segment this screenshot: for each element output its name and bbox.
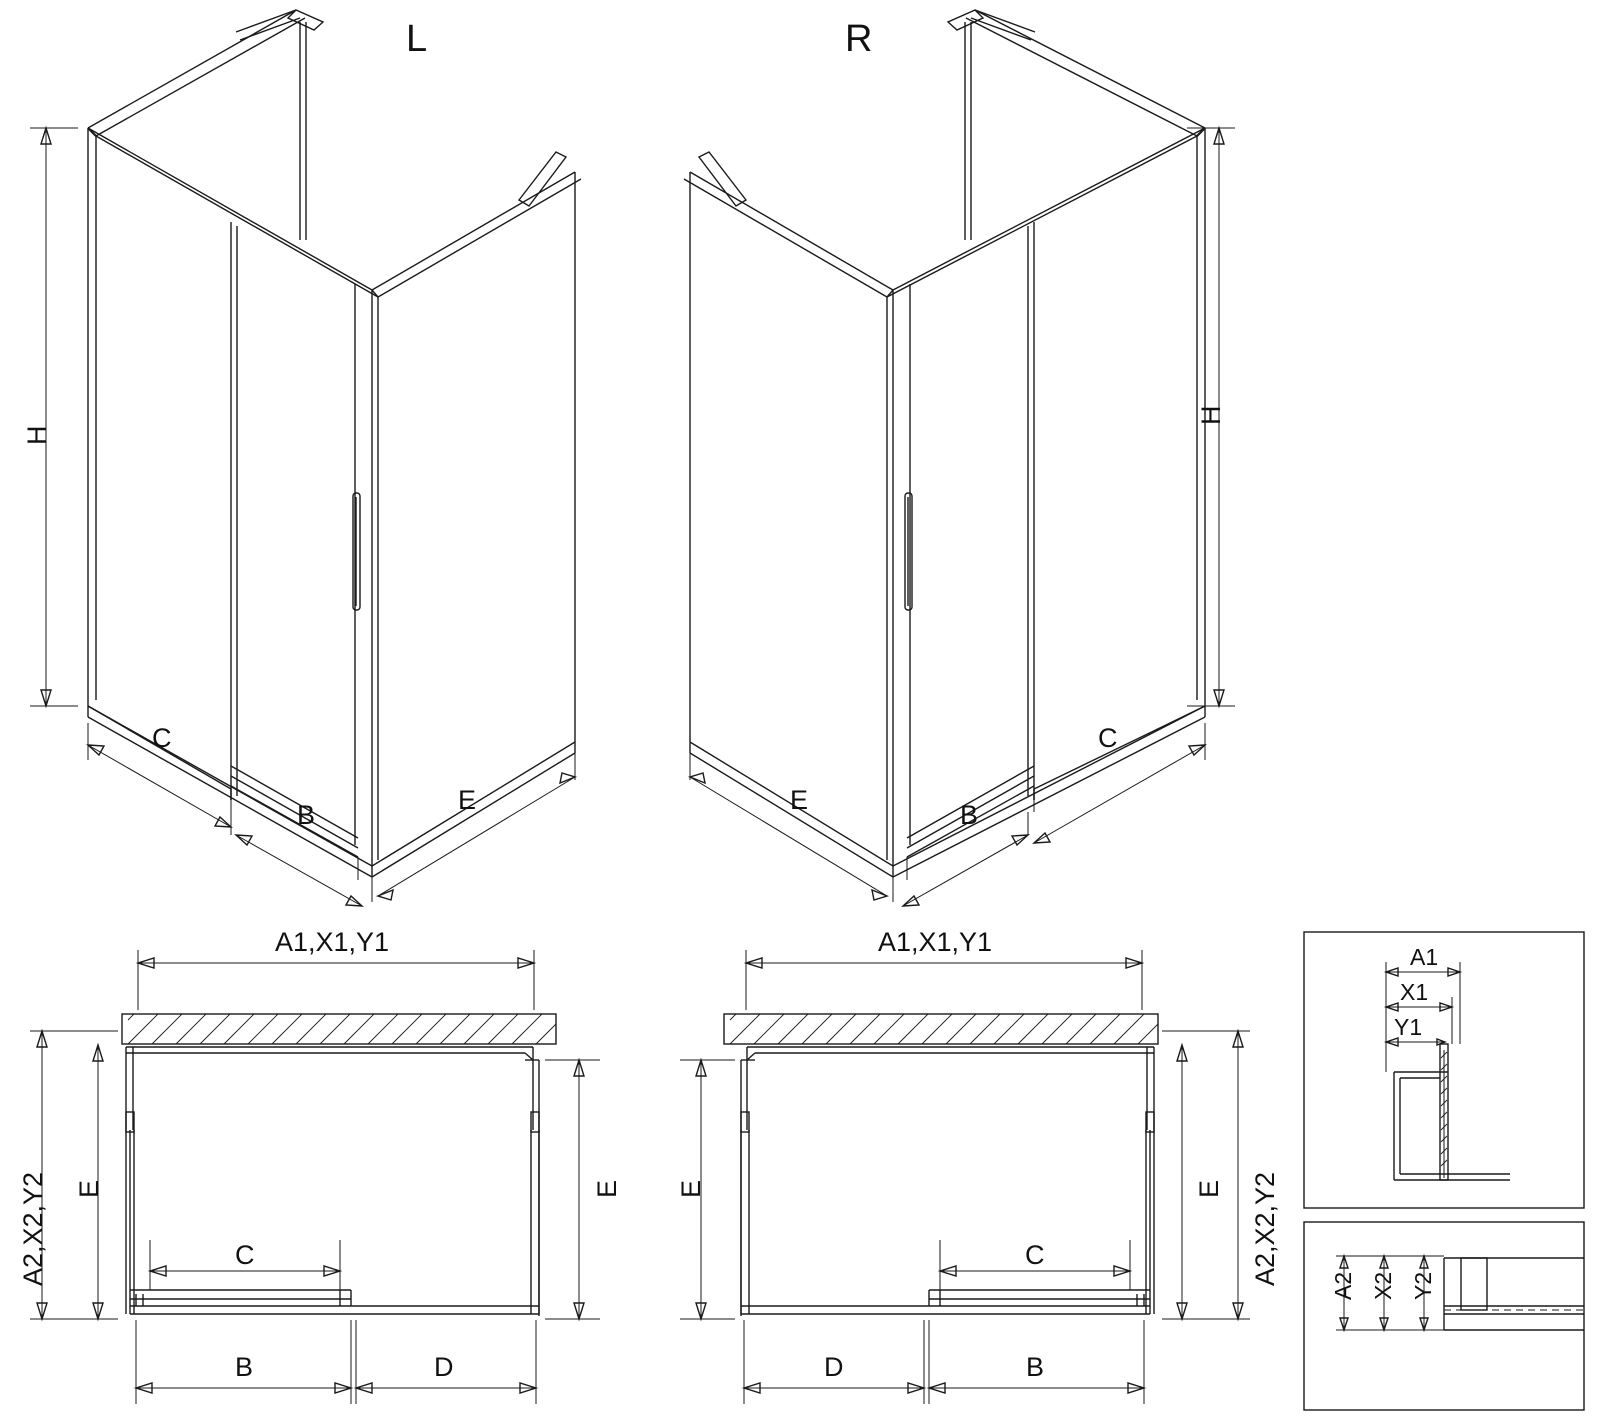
plan-right-e-left-label: E — [676, 1179, 706, 1198]
plan-right-side-dim-label: A2,X2,Y2 — [1250, 1171, 1280, 1286]
detail-y2-label: Y2 — [1410, 1271, 1436, 1300]
plan-right-view — [680, 950, 1250, 1404]
plan-right-e-inner-label: E — [1194, 1179, 1224, 1198]
plan-left-d-label: D — [434, 1352, 454, 1382]
iso-right-b-dim-label: B — [960, 800, 979, 830]
detail-y1-label: Y1 — [1394, 1014, 1423, 1040]
iso-right-variant-label: R — [845, 18, 873, 60]
detail-x1-label: X1 — [1400, 979, 1429, 1005]
plan-right-d-label: D — [824, 1352, 844, 1382]
plan-right-c-label: C — [1025, 1240, 1045, 1270]
plan-right-b-label: B — [1026, 1352, 1045, 1382]
plan-left-side-dim-label: A2,X2,Y2 — [18, 1171, 48, 1286]
plan-right-top-dim-label: A1,X1,Y1 — [878, 927, 993, 957]
iso-left-c-dim-label: C — [152, 723, 172, 753]
plan-left-c-label: C — [235, 1240, 255, 1270]
iso-left-variant-label: L — [406, 18, 428, 60]
iso-left-e-dim-label: E — [458, 785, 477, 815]
detail-a2-label: A2 — [1330, 1271, 1356, 1300]
iso-right-view — [684, 10, 1235, 906]
detail-bottom-view — [1304, 1222, 1584, 1410]
iso-left-b-dim-label: B — [297, 800, 316, 830]
iso-right-height-dim-label: H — [1196, 405, 1226, 425]
plan-left-view — [30, 950, 600, 1404]
iso-right-e-dim-label: E — [790, 785, 809, 815]
detail-x2-label: X2 — [1370, 1271, 1396, 1300]
plan-left-top-dim-label: A1,X1,Y1 — [275, 927, 390, 957]
iso-left-height-dim-label: H — [22, 425, 52, 445]
iso-right-c-dim-label: C — [1098, 723, 1118, 753]
plan-left-e-inner-label: E — [74, 1179, 104, 1198]
iso-left-view — [30, 10, 581, 906]
detail-top-view — [1304, 932, 1584, 1208]
plan-left-e-right-label: E — [592, 1179, 622, 1198]
detail-a1-label: A1 — [1410, 944, 1439, 970]
plan-left-b-label: B — [235, 1352, 254, 1382]
